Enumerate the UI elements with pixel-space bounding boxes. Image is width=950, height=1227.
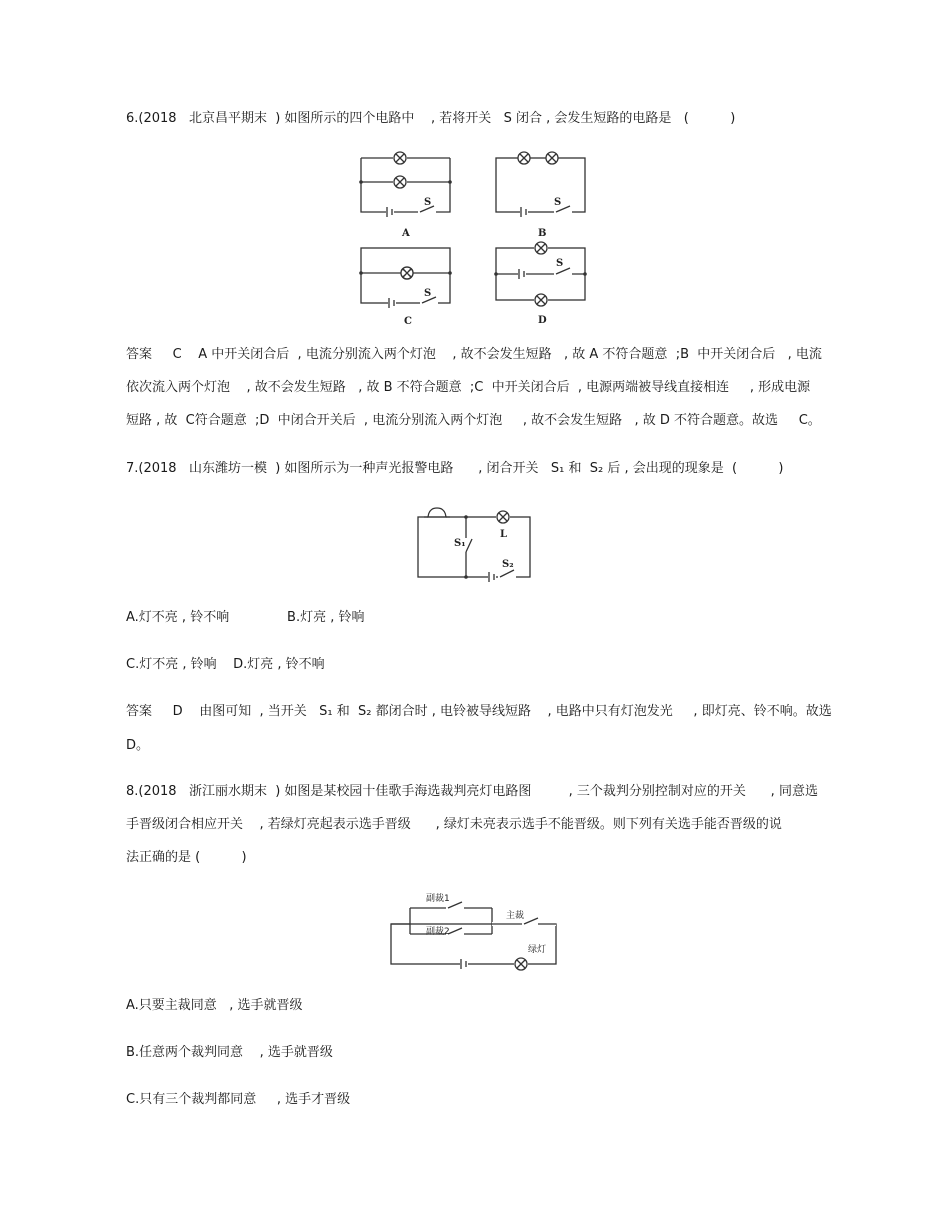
- q6-figure: [358, 152, 590, 328]
- circuit-a: [359, 152, 452, 239]
- caption-c: C: [404, 316, 412, 327]
- q8-figure: [388, 890, 560, 972]
- q7-s1-label: S₁: [454, 538, 466, 549]
- q7-option-line-1: A.灯不亮 , 铃不响 B.灯亮 , 铃响: [126, 610, 365, 625]
- q7-s2-label: S₂: [502, 559, 514, 570]
- switch-label-b: S: [554, 197, 562, 208]
- caption-b: B: [538, 228, 547, 239]
- q8-stem-line-2: 手晋级闭合相应开关 , 若绿灯亮起表示选手晋级 , 绿灯未亮表示选手不能晋级。则下列有关选手能否晋级的说: [126, 817, 782, 832]
- q7-option-line-2: C.灯不亮 , 铃响 D.灯亮 , 铃不响: [126, 657, 325, 672]
- q8-sub2-label: 副裁2: [426, 927, 450, 937]
- circuit-d: [494, 242, 587, 326]
- q8-option-b: B.任意两个裁判同意 , 选手就晋级: [126, 1045, 333, 1060]
- q8-main-label: 主裁: [506, 911, 525, 921]
- q8-lamp-label: 绿灯: [528, 945, 547, 955]
- circuit-b: [496, 152, 585, 239]
- q8-option-c: C.只有三个裁判都同意 , 选手才晋级: [126, 1092, 351, 1107]
- q7-stem: 7.(2018 山东潍坊一模 ) 如图所示为一种声光报警电路 , 闭合开关 S₁ 和 S₂ 后 , 会出现的现象是 ( ): [126, 461, 784, 476]
- q7-answer-line-2: D。: [126, 738, 150, 753]
- q6-answer-line-2: 依次流入两个灯泡 , 故不会发生短路 , 故 B 不符合题意 ;C 中开关闭合后 , 电源两端被导线直接相连 , 形成电源: [126, 380, 811, 395]
- q8-option-a: A.只要主裁同意 , 选手就晋级: [126, 998, 303, 1013]
- q6-answer-line-1: 答案 C A 中开关闭合后 , 电流分别流入两个灯泡 , 故不会发生短路 , 故 A 不符合题意 ;B 中开关闭合后 , 电流: [126, 347, 822, 362]
- switch-label-c: S: [424, 288, 432, 299]
- caption-a: A: [402, 228, 410, 239]
- circuit-c: [359, 248, 452, 327]
- q6-stem: 6.(2018 北京昌平期末 ) 如图所示的四个电路中 , 若将开关 S 闭合 , 会发生短路的电路是 ( ): [126, 111, 736, 126]
- caption-d: D: [538, 315, 547, 326]
- q8-stem-line-3: 法正确的是 ( ): [126, 850, 247, 865]
- q7-answer-line-1: 答案 D 由图可知 , 当开关 S₁ 和 S₂ 都闭合时 , 电铃被导线短路 , 电路中只有灯泡发光 , 即灯亮、铃不响。故选: [126, 704, 832, 719]
- switch-label-d: S: [556, 258, 564, 269]
- q8-sub1-label: 副裁1: [426, 894, 450, 904]
- q8-stem-line-1: 8.(2018 浙江丽水期末 ) 如图是某校园十佳歌手海选裁判亮灯电路图 , 三个裁判分别控制对应的开关 , 同意选: [126, 784, 818, 799]
- switch-label-a: S: [424, 197, 432, 208]
- q6-answer-line-3: 短路 , 故 C符合题意 ;D 中闭合开关后 , 电流分别流入两个灯泡 , 故不会发生短路 , 故 D 不符合题意。故选 C。: [126, 413, 821, 428]
- q7-lamp-label: L: [500, 529, 508, 540]
- q7-figure: [414, 505, 534, 581]
